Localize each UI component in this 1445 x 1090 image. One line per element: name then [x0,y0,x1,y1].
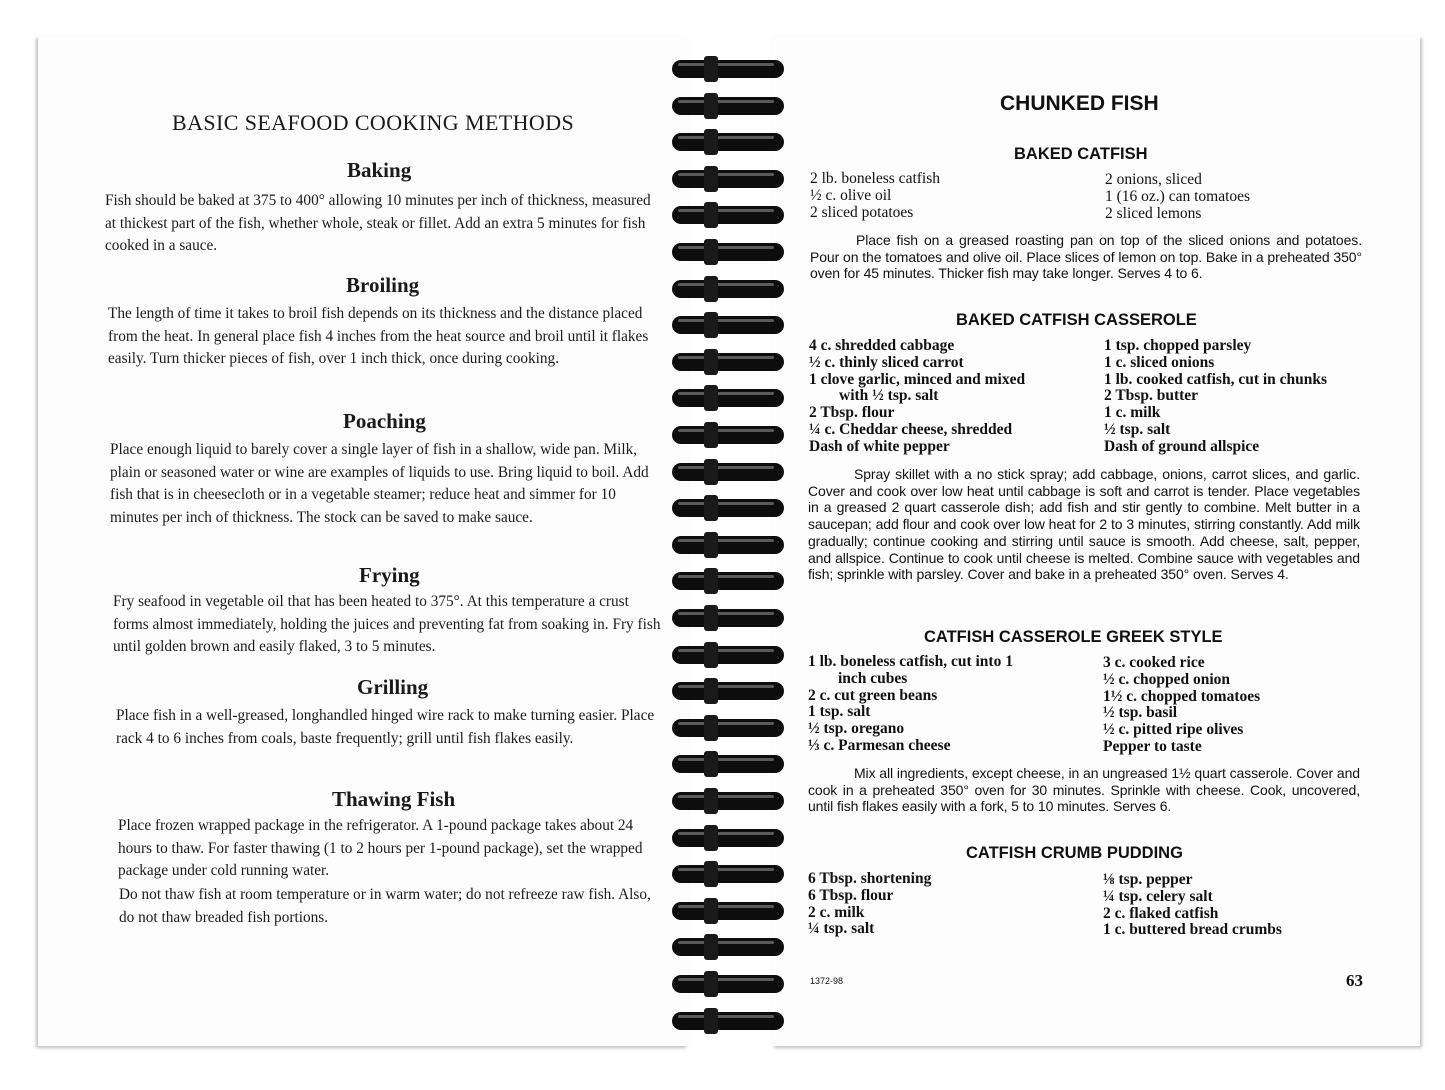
binding-coil [668,491,790,521]
coil-hole [704,385,718,411]
coil-highlight [678,502,774,505]
section-text-broiling: The length of time it takes to broil fish depends on its thickness and the distance placed from the heat. In general place fish 4 inches from the heat source and broil until it flakes easily. Turn thicker pieces of fish, over 1 inch thick, once during cooking. [108,305,649,367]
ingredient: ¼ tsp. celery salt [1103,887,1213,905]
ingredient: Dash of ground allspice [1104,437,1260,455]
ingredient: 1 lb. cooked catfish, cut in chunks [1104,370,1328,388]
binding-coil [668,198,790,228]
ingredient: 2 onions, sliced [1105,171,1202,188]
ingredient: ½ c. thinly sliced carrot [809,353,964,371]
ingredient: 1 lb. boneless catfish, cut into 1 [808,653,1013,670]
coil-highlight [678,392,774,395]
ingredient: 1 clove garlic, minced and mixed [809,370,1026,388]
coil-hole [704,422,718,448]
section-text-grilling: Place fish in a well-greased, longhandled hinged wire rack to make turning easier. Place rack 4 to 6 inches from coals, baste frequently; grill until fish flakes easily. [116,707,655,747]
section-text-thawing: Place frozen wrapped package in the refrigerator. A 1-pound package takes about 24 hours to thaw. For faster thawing (1 to 2 hours per 1-pound package), set the wrapped package under cold running water. [118,817,643,879]
ingredient: ½ tsp. oregano [808,720,905,738]
ingredient: 2 sliced lemons [1105,204,1202,222]
ingredient: 1 c. buttered bread crumbs [1103,921,1282,939]
coil-highlight [678,173,774,176]
binding-coil [668,272,790,302]
ingredient: 4 c. shredded cabbage [809,337,955,354]
ingredient: 2 c. cut green beans [808,686,938,704]
ingredient-list-right [1104,338,1327,456]
coil-highlight [678,429,774,432]
coil-highlight [678,941,774,944]
binding-coil [668,601,790,631]
ingredient: 2 lb. boneless catfish [810,170,941,187]
ingredient: ⅛ tsp. pepper [1103,871,1193,888]
coil-hole [704,202,718,228]
chapter-title: CHUNKED FISH [1000,92,1159,115]
ingredient: 1 (16 oz.) can tomatoes [1105,187,1251,205]
ingredient: inch cubes [838,669,908,687]
ingredient: 6 Tbsp. shortening [808,870,932,887]
binding-coil [668,967,790,997]
binding-coil [668,455,790,485]
binding-coil [668,235,790,265]
coil-highlight [678,832,774,835]
coil-hole [704,605,718,631]
binding-coil [668,821,790,851]
ingredient: with ½ tsp. salt [839,387,939,405]
coil-highlight [678,319,774,322]
section-text-poaching: Place enough liquid to barely cover a single layer of fish in a shallow, wide pan. Milk, plain or seasoned water or wine are examples of liquids to use. Bring liquid to boil. Add fish that is in cheesecloth or in a vegetable steamer; reduce heat and simmer for 10 minutes per inch of thickness. The stock can be saved to make sauce. [110,441,649,526]
ingredient: ½ tsp. salt [1104,420,1171,438]
coil-highlight [678,978,774,981]
binding-coil [668,52,790,82]
section-text-baking: Fish should be baked at 375 to 400° allowing 10 minutes per inch of thickness, measured at thickest part of the fish, whether whole, steak or fillet. Add an extra 5 minutes for fish cooked in a sauce. [105,192,651,254]
coil-hole [704,166,718,192]
ingredient: ½ tsp. basil [1103,704,1178,722]
ingredient-list-left [808,871,931,938]
coil-hole [704,56,718,82]
section-heading-broiling: Broiling [346,273,420,297]
coil-hole [704,642,718,668]
section-heading-thawing: Thawing Fish [332,787,456,811]
coil-hole [704,751,718,777]
ingredient: ½ c. olive oil [810,186,892,204]
coil-hole [704,239,718,265]
coil-highlight [678,63,774,66]
ingredient: Pepper to taste [1103,737,1202,755]
coil-highlight [678,283,774,286]
coil-highlight [678,795,774,798]
ingredient: 6 Tbsp. flour [808,886,894,904]
ingredient-list-right [1103,872,1282,939]
section-heading-frying: Frying [359,563,420,587]
ingredient-list-left [808,654,1013,755]
recipe-directions: Place fish on a greased roasting pan on top of the sliced onions and potatoes. Pour on the tomatoes and olive oil. Place slices of lemon on top. Bake in a preheated 350° oven for 45 minutes. Thicker fish may take longer. Serves 4 to 6. [810,232,1362,282]
coil-hole [704,532,718,558]
coil-hole [704,459,718,485]
coil-highlight [678,612,774,615]
coil-hole [704,1008,718,1034]
binding-coil [668,674,790,704]
ingredient-list-right [1105,172,1250,222]
binding-coil [668,894,790,924]
recipe-title: CATFISH CRUMB PUDDING [966,844,1183,862]
binding-coil [668,89,790,119]
binding-coil [668,308,790,338]
coil-highlight [678,209,774,212]
ingredient: 2 sliced potatoes [810,203,914,221]
coil-hole [704,678,718,704]
binding-coil [668,747,790,777]
binding-coil [668,162,790,192]
page-number: 63 [1346,971,1363,990]
ingredient: 1½ c. chopped tomatoes [1103,687,1261,705]
spiral-binding [668,52,790,1048]
coil-hole [704,971,718,997]
section-heading-baking: Baking [347,158,412,182]
ingredient: 2 c. flaked catfish [1103,904,1219,922]
ingredient: 1 c. milk [1104,404,1161,422]
coil-hole [704,934,718,960]
ingredient: ⅓ c. Parmesan cheese [808,736,951,754]
binding-coil [668,381,790,411]
binding-coil [668,125,790,155]
binding-coil [668,930,790,960]
section-heading-grilling: Grilling [357,675,429,699]
coil-hole [704,825,718,851]
recipe-title: BAKED CATFISH [1014,145,1148,163]
coil-highlight [678,100,774,103]
section-text-thawing-2: Do not thaw fish at room temperature or in warm water; do not refreeze raw fish. Also, do not thaw breaded fish portions. [119,886,651,926]
ingredient-list-right [1103,655,1260,756]
ingredient: ½ c. chopped onion [1103,670,1231,688]
coil-hole [704,129,718,155]
coil-hole [704,861,718,887]
recipe-title: BAKED CATFISH CASSEROLE [956,311,1197,329]
coil-highlight [678,685,774,688]
binding-coil [668,418,790,448]
ingredient: 1 tsp. salt [808,703,871,721]
binding-coil [668,638,790,668]
binding-coil [668,1004,790,1034]
coil-highlight [678,905,774,908]
ingredient: 2 Tbsp. flour [809,404,895,422]
coil-highlight [678,722,774,725]
coil-hole [704,715,718,741]
ingredient: 2 Tbsp. butter [1104,387,1199,405]
ingredient: 1 tsp. chopped parsley [1104,337,1252,354]
coil-highlight [678,136,774,139]
coil-hole [704,349,718,375]
binding-coil [668,857,790,887]
ingredient: 3 c. cooked rice [1103,654,1205,671]
recipe-title: CATFISH CASSEROLE GREEK STYLE [924,628,1223,646]
binding-coil [668,345,790,375]
coil-highlight [678,356,774,359]
coil-highlight [678,1015,774,1018]
section-text-frying: Fry seafood in vegetable oil that has been heated to 375°. At this temperature a crust forms almost immediately, holding the juices and preventing fat from soaking in. Fry fish until golden brown and easily flaked, 3 to 5 minutes. [113,593,661,655]
coil-highlight [678,758,774,761]
section-heading-poaching: Poaching [343,409,426,433]
ingredient: Dash of white pepper [809,437,950,455]
binding-coil [668,528,790,558]
binding-coil [668,564,790,594]
ingredient-list-left [809,338,1025,456]
coil-highlight [678,868,774,871]
binding-coil [668,711,790,741]
coil-highlight [678,466,774,469]
coil-highlight [678,246,774,249]
ingredient: ½ c. pitted ripe olives [1103,721,1244,739]
coil-hole [704,93,718,119]
footer-code: 1372-98 [810,976,844,986]
ingredient: ¼ c. Cheddar cheese, shredded [809,420,1013,438]
coil-hole [704,788,718,814]
coil-hole [704,495,718,521]
page-title: BASIC SEAFOOD COOKING METHODS [172,110,575,135]
coil-hole [704,898,718,924]
coil-highlight [678,575,774,578]
coil-hole [704,568,718,594]
binding-coil [668,784,790,814]
coil-highlight [678,649,774,652]
coil-hole [704,312,718,338]
ingredient-list-left [810,171,940,221]
ingredient: 2 c. milk [808,903,865,921]
ingredient: 1 c. sliced onions [1104,353,1215,371]
ingredient: ¼ tsp. salt [808,920,875,938]
recipe-directions: Spray skillet with a no stick spray; add cabbage, onions, carrot slices, and garlic. Cover and cook over low heat until cabbage is soft and carrot is tender. Place vegetables in a greased 2 quart casserole dish; add fish and stir gently to combine. Melt butter in a saucepan; add flour and cook over low heat for 2 to 3 minutes, stirring constantly. Add milk gradually; continue cooking and stirring until sauce is smooth. Add cheese, salt, pepper, and allspice. Continue to cook until cheese is melted. Combine sauce with vegetables and fish; sprinkle with parsley. Cover and bake in a preheated 350° oven. Serves 4. [808,466,1360,583]
recipe-directions: Mix all ingredients, except cheese, in an ungreased 1½ quart casserole. Cover and cook in a preheated 350° oven for 30 minutes. Sprinkle with cheese. Cook, uncovered, until fish flakes easily with a fork, 5 to 10 minutes. Serves 6. [808,765,1360,815]
coil-highlight [678,539,774,542]
coil-hole [704,276,718,302]
